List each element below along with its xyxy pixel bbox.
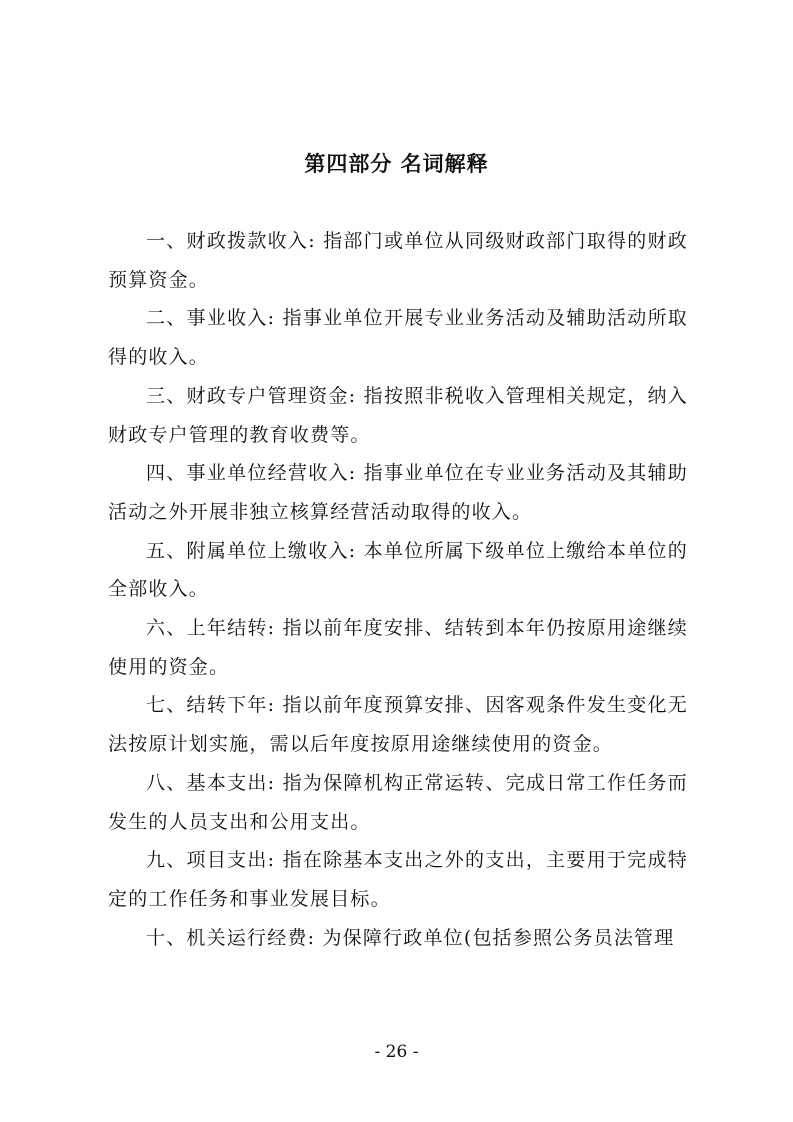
glossary-item: 一、财政拨款收入: 指部门或单位从同级财政部门取得的财政预算资金。 [108,230,688,291]
glossary-item: 六、上年结转: 指以前年度安排、结转到本年仍按原用途继续使用的资金。 [108,617,688,678]
glossary-body [108,222,688,957]
glossary-item: 九、项目支出: 指在除基本支出之外的支出，主要用于完成特定的工作任务和事业发展目标。 [108,849,688,910]
glossary-item: 三、财政专户管理资金: 指按照非税收入管理相关规定，纳入财政专户管理的教育收费等。 [108,384,688,446]
glossary-item: 七、结转下年: 指以前年度预算安排、因客观条件发生变化无法按原计划实施，需以后年度按原用途继续使用的资金。 [108,694,688,756]
glossary-item: 五、附属单位上缴收入: 本单位所属下级单位上缴给本单位的全部收入。 [108,539,688,601]
page-number: - 26 - [374,1042,419,1062]
glossary-item: 二、事业收入: 指事业单位开展专业业务活动及辅助活动所取得的收入。 [108,307,688,369]
glossary-item: 八、基本支出: 指为保障机构正常运转、完成日常工作任务而发生的人员支出和公用支出。 [108,771,688,833]
glossary-item: 十、机关运行经费: 为保障行政单位(包括参照公务员法管理 [146,926,675,949]
glossary-item: 四、事业单位经营收入: 指事业单位在专业业务活动及其辅助活动之外开展非独立核算经营活动取得的收入。 [108,462,688,523]
page-title: 第四部分 名词解释 [304,152,489,176]
